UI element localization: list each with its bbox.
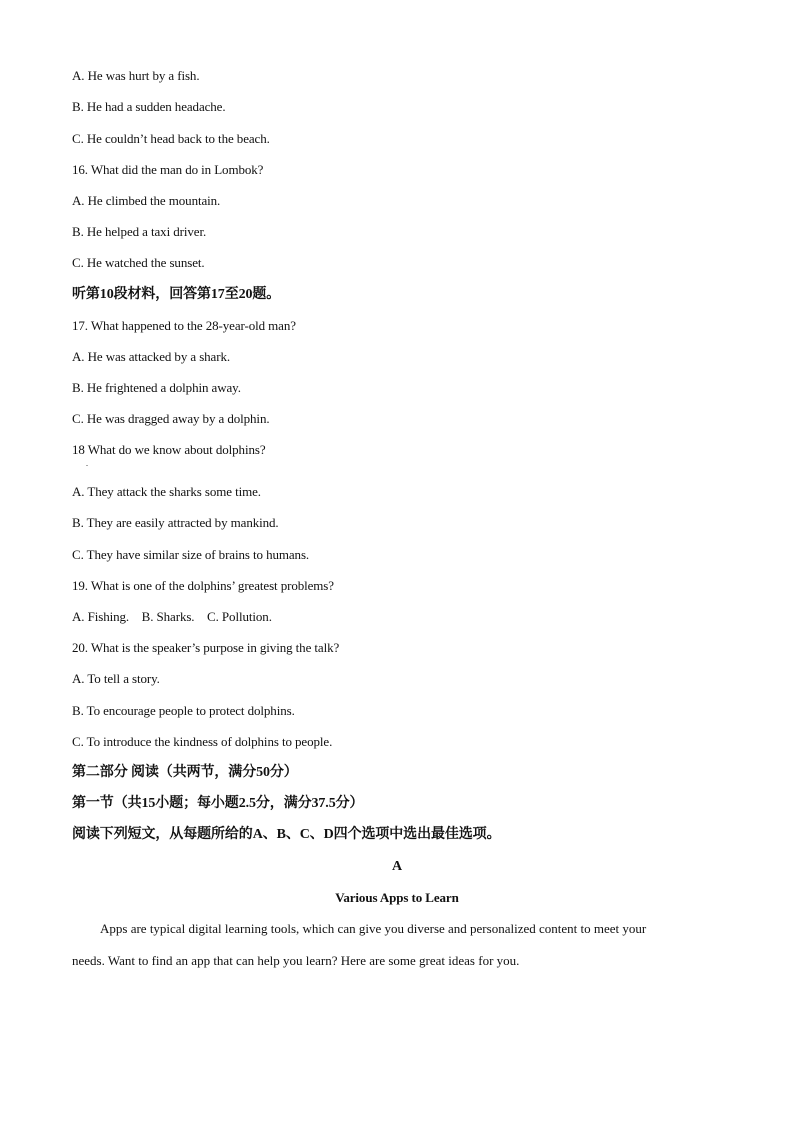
q18-option-a: A. They attack the sharks some time. — [72, 484, 261, 499]
q15-option-c: C. He couldn’t head back to the beach. — [72, 131, 270, 146]
q16-option-b: B. He helped a taxi driver. — [72, 224, 207, 239]
q15-option-b: B. He had a sudden headache. — [72, 99, 226, 114]
q18-stem: 18 What do we know about dolphins? — [72, 442, 266, 457]
q15-option-a: A. He was hurt by a fish. — [72, 68, 200, 83]
part2-instruction: 阅读下列短文，从每题所给的A、B、C、D四个选项中选出最佳选项。 — [72, 827, 501, 842]
q20-stem: 20. What is the speaker’s purpose in giving the talk? — [72, 640, 340, 655]
q17-option-a: A. He was attacked by a shark. — [72, 349, 230, 364]
passage-letter: A — [391, 859, 402, 874]
section10-instruction: 听第10段材料，回答第17至20题。 — [72, 287, 281, 302]
q16-stem: 16. What did the man do in Lombok? — [72, 162, 264, 177]
part2-section1: 第一节（共15小题；每小题2.5分，满分37.5分） — [72, 796, 364, 811]
q20-option-b: B. To encourage people to protect dolphins. — [72, 703, 295, 718]
q20-option-c: C. To introduce the kindness of dolphins to people. — [72, 734, 333, 749]
passage-paragraph-line-2: needs. Want to find an app that can help you learn? Here are some great ideas for you. — [72, 953, 520, 968]
q17-option-c: C. He was dragged away by a dolphin. — [72, 411, 270, 426]
q20-option-a: A. To tell a story. — [72, 671, 160, 686]
part2-title: 第二部分 阅读（共两节，满分50分） — [72, 765, 298, 780]
q19-stem: 19. What is one of the dolphins’ greatest problems? — [72, 578, 334, 593]
passage-title: Various Apps to Learn — [335, 890, 459, 905]
q19-options: A. Fishing. B. Sharks. C. Pollution. — [72, 609, 272, 624]
passage-paragraph-line-1: Apps are typical digital learning tools, which can give you diverse and personalized content to meet your — [100, 921, 647, 936]
q16-option-a: A. He climbed the mountain. — [72, 193, 221, 208]
q17-option-b: B. He frightened a dolphin away. — [72, 380, 241, 395]
q17-stem: 17. What happened to the 28-year-old man? — [72, 318, 296, 333]
q18-stray-mark: . — [86, 459, 88, 468]
q16-option-c: C. He watched the sunset. — [72, 255, 205, 270]
q18-option-c: C. They have similar size of brains to humans. — [72, 547, 310, 562]
q18-option-b: B. They are easily attracted by mankind. — [72, 515, 279, 530]
